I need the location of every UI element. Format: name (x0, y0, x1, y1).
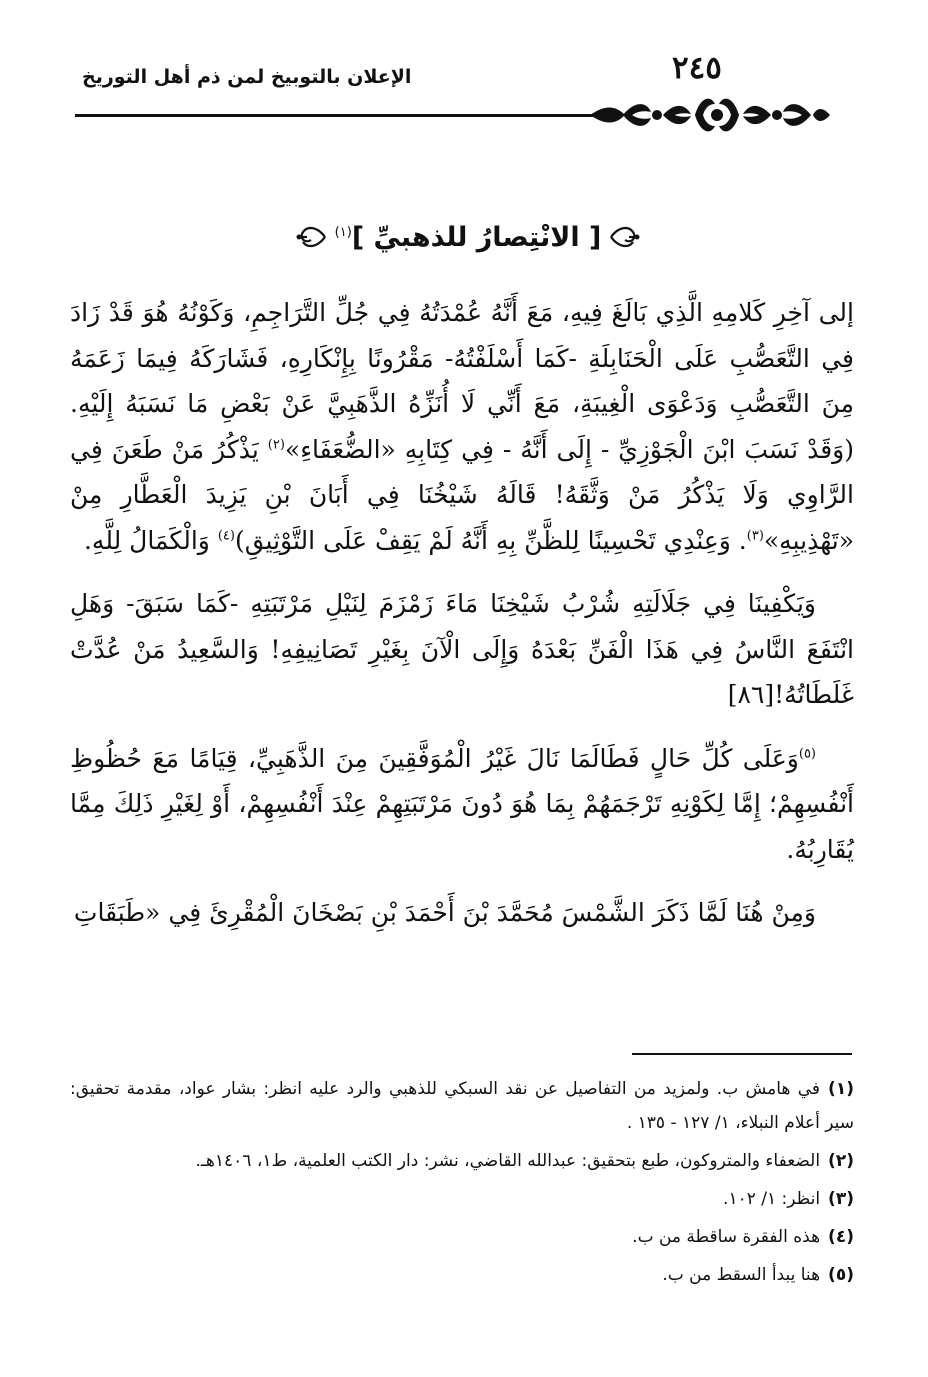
section-heading (288, 214, 648, 260)
footnotes (70, 1072, 854, 1296)
footnote-ref: (٤) (217, 528, 235, 544)
footnote-number: (٥) (828, 1265, 854, 1285)
footnote-ref: (٣) (746, 528, 764, 544)
footnote (70, 1182, 854, 1216)
paragraph: وَيَكْفِينَا فِي جَلَالَتِهِ شُرْبُ شَيْخِنَا مَاءَ زَمْزَمَ لِنَيْلِ مَرْتَبَتِهِ -كَمَا سَبَقَ- وَهَلِ انْتَفَعَ النَّاسُ فِي هَذَا الْفَنِّ بَعْدَهُ وَإِلَى الْآنَ بِغَيْرِ تَصَانِيفِهِ! وَالسَّعِيدُ مَنْ عُدَّتْ غَلَطَاتُهُ![٨٦] (70, 589, 854, 709)
footnote (70, 1072, 854, 1140)
footnote-number: (٢) (828, 1151, 854, 1171)
paragraph: وَمِنْ هُنَا لَمَّا ذَكَرَ الشَّمْسَ مُحَمَّدَ بْنَ أَحْمَدَ بْنِ بَصْخَانَ الْمُقْرِئَ فِي «طَبَقَاتِ (73, 898, 816, 927)
footnote-text: انظر: ١/ ١٠٢. (723, 1189, 821, 1209)
page-number: ٢٤٥ (672, 50, 722, 86)
footnote-number: (٤) (828, 1227, 854, 1247)
footnote-ref: (١) (334, 224, 352, 240)
footnote (70, 1220, 854, 1254)
text-segment: وَالْكَمَالُ لِلَّهِ. (83, 525, 218, 555)
left-flourish-icon (295, 222, 327, 252)
main-text (70, 290, 854, 954)
footnote-rule (632, 1053, 852, 1055)
footnote-ref: (٥) (798, 746, 816, 762)
text-segment: وَعَلَى كُلِّ حَالٍ فَطَالَمَا نَالَ غَيْرُ الْمُوَفَّقِينَ مِنَ الذَّهَبِيِّ، قِيَامًا مَعَ حُظُوظِ أَنْفُسِهِمْ؛ إِمَّا لِكَوْنِهِ تَرْجَمَهُمْ بِمَا هُوَ دُونَ مَرْتَبَتِهِمْ عِنْدَ أَنْفُسِهِمْ، أَوْ لِغَيْرِ ذَلِكَ مِمَّا يُقَارِبُهُ. (70, 743, 854, 864)
text-segment: إلى آخِرِ كَلامِهِ الَّذِي بَالَغَ فِيهِ، مَعَ أَنَّهُ عُمْدَتُهُ فِي جُلِّ التَّرَاجِمِ، وَكَوْنُهُ هُوَ قَدْ زَادَ فِي التَّعَصُّبِ عَلَى الْحَنَابِلَةِ -كَمَا أَسْلَفْتُهُ- مَقْرُونًا بِإِنْكَارِهِ، فَشَارَكَهُ فِيمَا زَعَمَهُ مِنَ التَّعَصُّبِ وَدَعْوَى الْغِيبَةِ، مَعَ أَنِّي لَا أُنَزِّهُ الذَّهَبِيَّ عَنْ بَعْضِ مَا نَسَبَهُ إِلَيْهِ. (وَقَدْ نَسَبَ ابْنَ الْجَوْزِيِّ - إِلَى أَنَّهُ - فِي كِتَابِهِ «الضُّعَفَاءِ» (70, 298, 854, 464)
text-segment: . وَعِنْدِي تَحْسِينًا لِلظَّنِّ بِهِ أَنَّهُ لَمْ يَقِفْ عَلَى التَّوْثِيقِ) (234, 525, 747, 555)
footnote-text: في هامش ب. ولمزيد من التفاصيل عن نقد السبكي للذهبي والرد عليه انظر: بشار عواد، مقدمة تحقيق: سير أعلام النبلاء، ١/ ١٢٧ - ١٣٥ . (70, 1079, 854, 1133)
header-ornament-icon (585, 90, 835, 138)
footnote-number: (١) (828, 1079, 854, 1099)
footnote-number: (٣) (828, 1189, 854, 1209)
right-flourish-icon (609, 222, 641, 252)
footnote (70, 1258, 854, 1292)
section-title (335, 222, 602, 253)
text-segment: يَذْكُرُ مَنْ طَعَنَ فِي الرَّاوِي وَلَا يَذْكُرُ مَنْ وَثَّقَهُ! قَالَهُ شَيْخُنَا فِي أَبَانَ بْنِ يَزِيدَ الْعَطَّارِ مِنْ «تَهْذِيبِهِ» (70, 434, 854, 555)
header-rule (75, 114, 595, 117)
paragraph (70, 736, 854, 873)
paragraph (70, 290, 854, 563)
running-title: الإعلان بالتوبيخ لمن ذم أهل التوريخ (82, 66, 412, 88)
footnote (70, 1144, 854, 1178)
footnote-ref: (٢) (267, 437, 285, 453)
footnote-text: الضعفاء والمتروكون، طبع بتحقيق: عبدالله القاضي، نشر: دار الكتب العلمية، ط١، ١٤٠٦هـ. (195, 1151, 821, 1171)
section-title-text: [ الانْتِصارُ للذهبيِّ ] (351, 221, 602, 253)
footnote-text: هذه الفقرة ساقطة من ب. (632, 1227, 821, 1247)
footnote-text: هنا يبدأ السقط من ب. (662, 1265, 821, 1285)
